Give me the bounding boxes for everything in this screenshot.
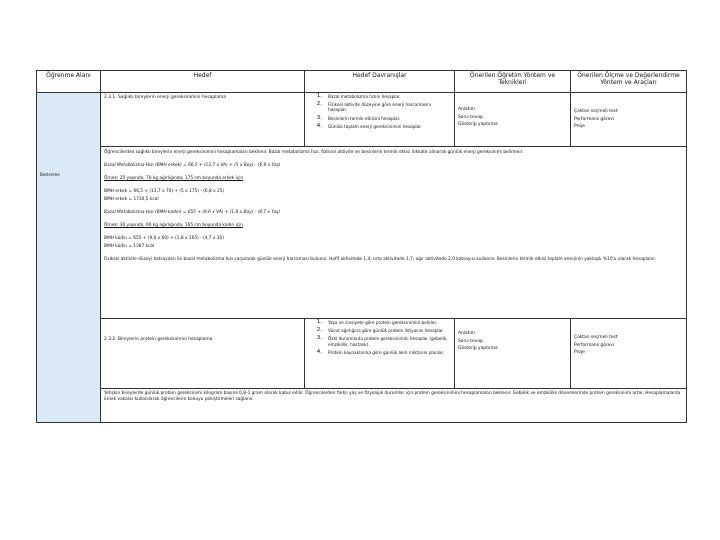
activity-item: 4. Protein kaynaklarına göre günlük alım miktarını planlar. [316,348,445,355]
assessment-item: Çoktan seçmeli test [574,335,618,340]
header-hedef-davranislar: Hedef Davranışlar [305,71,455,93]
note-paragraph: Yetişkin bireylerde günlük protein gereksinimi kilogram başına 0,8-1 gram olarak kabul edilir. Öğrencilerden farklı yaş ve fizyolojik durumlar için protein gereksinimini hesaplamaları beklenir. Gebelik ve emziklilik dönemlerinde protein gereksinimi artar. Hesaplamalarda örnek vakalar kullanılarak öğrencilerin konuyu pekiştirmeleri sağlanır. [104,391,681,402]
method-item: Anlatım [458,331,475,336]
activity-item: 2. Vücut ağırlığına göre günlük protein ihtiyacını hesaplar. [316,327,444,334]
notes-2 [101,389,687,423]
header-olcme: Önerilen Ölçme ve Değerlendirme Yöntem ve Araçları [571,71,687,93]
objective-1: 2.3.1. Sağlıklı bireylerin enerji gereksinimini hesaplama [101,93,305,147]
notes-1 [101,147,687,319]
method-item: Soru-cevap [458,338,483,344]
activity-item: 4. Günlük toplam enerji gereksinimini hesaplar. [316,122,422,129]
method-item: Gösterip yaptırma [458,346,498,351]
assessment-item: Performans görevi [574,342,615,348]
curriculum-table [36,70,687,423]
header-yontem: Önerilen Öğretim Yöntem ve Teknikleri [455,71,571,93]
note-paragraph: Öğrencilerden sağlıklı bireylerin enerji gereksinimini hesaplamaları beklenir. Bazal metabolizma hızı, fiziksel aktivite ve besinlerin termik etkisi dikkate alınarak günlük enerji gereksinimi belirlenir. [104,150,524,155]
header-ogrenme-alani: Öğrenme Alanı [37,71,101,93]
formula-line: Bazal Metabolizma Hızı (BMH erkek) = 66,5 + (13,7 x VA) + (5 x Boy) - (6,8 x Yaş) [104,163,281,168]
assessment-item: Proje [574,350,585,355]
example-line: Örnek: 30 yaşında, 60 kg ağırlığında, 165 cm boyunda kadın için [104,223,243,228]
assessment-item: Performans görevi [574,116,615,122]
methods-1 [455,93,571,147]
activity-item: 1. Yaşa ve cinsiyete göre protein gereksinimini belirler. [316,319,438,325]
objective-2: 2.3.2. Bireylerin protein gereksinimini hesaplama [101,319,305,389]
calc-line: BMH kadın = 655 + (9,6 x 60) + (1,8 x 165) - (4,7 x 30) [104,236,224,241]
activity-item: 1. Bazal metabolizma hızını hesaplar. [316,93,401,99]
activities-1 [305,93,455,147]
calc-result: BMH erkek = 1730,5 kcal [104,197,159,202]
learning-area-label: Beslenme [40,172,60,177]
method-item: Soru-cevap [458,114,483,120]
method-item: Gösterip yaptırma [458,122,498,127]
curriculum-table-page [36,70,686,434]
assessment-1 [571,93,687,147]
methods-2 [455,319,571,389]
assessment-item: Proje [574,124,585,129]
example-line: Örnek: 25 yaşında, 70 kg ağırlığında, 175 cm boyunda erkek için [104,176,244,181]
activity-item: 3. Besinlerin termik etkisini hesaplar. [316,114,401,121]
calc-line: BMH erkek = 66,5 + (13,7 x 70) + (5 x 175) - (6,8 x 25) [104,189,225,194]
calc-result: BMH kadın = 1387 kcal [104,244,155,249]
activity-item: 2. Fiziksel aktivite düzeyine göre enerji harcamasını hesaplar. [316,101,432,113]
assessment-2 [571,319,687,389]
assessment-item: Çoktan seçmeli test [574,109,618,114]
activity-item: 3. Özel durumlarda protein gereksinimini hesaplar (gebelik, emziklilik, hastalık). [316,335,448,347]
header-hedef: Hedef [101,71,305,93]
activities-2 [305,319,455,389]
method-item: Anlatım [458,107,475,112]
note-paragraph: Fiziksel aktivite düzeyi katsayıları ile bazal metabolizma hızı çarpılarak günlük enerji harcaması bulunur. Hafif aktivitede 1,4; orta aktivitede 1,7; ağır aktivitede 2,0 katsayısı kullanılır. Besinlerin termik etkisi toplam enerjinin yaklaşık %10'u olarak hesaplanır. [104,257,656,262]
learning-area-cell [37,93,101,423]
formula-line: Bazal Metabolizma Hızı (BMH kadın) = 655 + (9,6 x VA) + (1,8 x Boy) - (4,7 x Yaş) [104,210,281,215]
